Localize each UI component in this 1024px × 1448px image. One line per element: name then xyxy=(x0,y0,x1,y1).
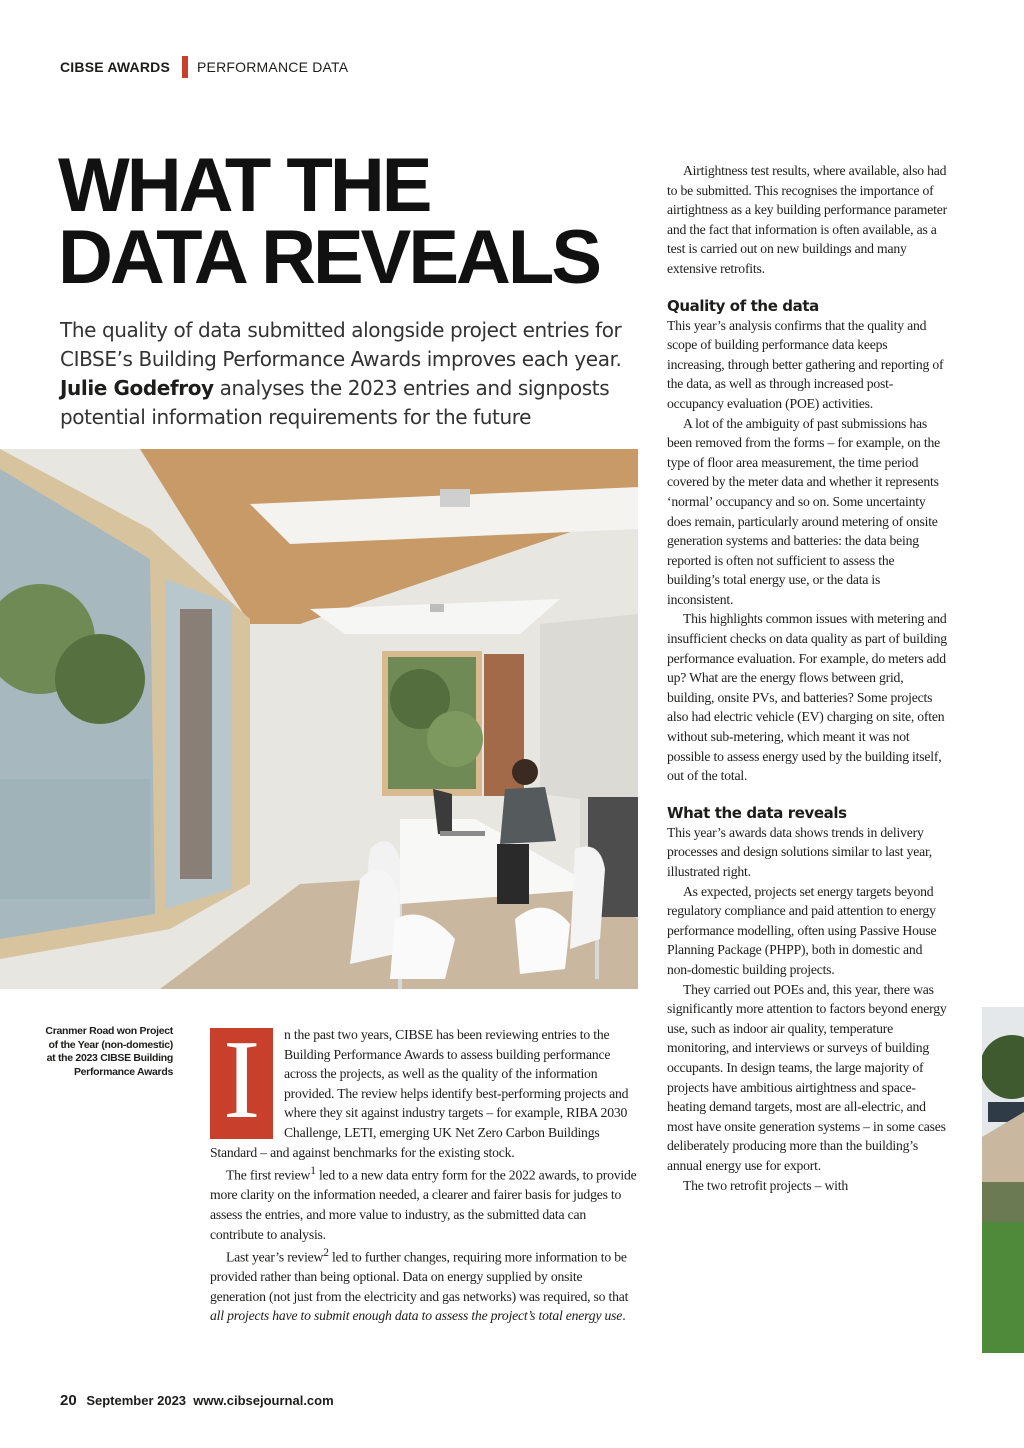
issue-date: September 2023 xyxy=(86,1393,187,1408)
emphasis-text: all projects have to submit enough data to assess the project’s total energy use xyxy=(210,1308,623,1324)
subheading-data-reveals: What the data reveals xyxy=(667,803,847,822)
photo-caption: Cranmer Road won Project of the Year (non-domestic) at the 2023 CIBSE Building Performance Awards xyxy=(45,1025,173,1078)
drop-cap: I xyxy=(210,1028,273,1139)
body-paragraph: This highlights common issues with metering and insufficient checks on data quality as part of building performance evaluation. For example, do meters add up? What are the energy flows between grid, building, onsite PVs, and batteries? Some projects also had electric vehicle (EV) charging on site, often without sub-metering, which meant it was not possible to assess energy used by the building itself, out of the total. xyxy=(667,611,947,784)
author-name: Julie Godefroy xyxy=(60,376,214,400)
header-divider xyxy=(182,56,188,78)
section-label: CIBSE AWARDS xyxy=(60,59,171,75)
interior-illustration xyxy=(0,449,638,989)
body-paragraph: A lot of the ambiguity of past submissions has been removed from the forms – for example, on the type of floor area measurement, the time period covered by the meter data and whether it represents ‘normal’ occupancy and so on. Some uncertainty does remain, particularly around metering of onsite generation systems and batteries: the data being reported is often not sufficient to assess the building’s total energy use, or the data is inconsistent. xyxy=(667,415,940,607)
subheading-quality: Quality of the data xyxy=(667,296,819,315)
body-paragraph: The first review$^1$ led to a new data entry form for the 2022 awards, to provide more clarity on the information needed, a clearer and fairer basis for judges to assess the entries, and more value to industry, as the submitted data can contribute to analysis. xyxy=(210,1165,637,1242)
standfirst-text-2: analyses the 2023 entries and signposts potential information requirements for the future xyxy=(60,376,610,429)
body-paragraph: This year’s awards data shows trends in delivery processes and design solutions similar to last year, illustrated right. xyxy=(667,824,933,879)
headline-line-1: WHAT THE xyxy=(58,143,430,228)
headline xyxy=(58,143,600,300)
body-paragraph: Airtightness test results, where available, also had to be submitted. This recognises the importance of airtightness as a key building performance parameter and the fact that information is often available, as a test is carried out on new buildings and many extensive retrofits. xyxy=(667,163,947,276)
footnote-ref: 1 xyxy=(310,1165,316,1178)
standfirst-text-1: The quality of data submitted alongside project entries for CIBSE’s Building Performance Awards improves each year. xyxy=(60,318,622,371)
body-paragraph: As expected, projects set energy targets beyond regulatory compliance and paid attention to energy performance modelling, often using Passive House Planning Package (PHPP), both in domestic and non-domestic building projects. xyxy=(667,883,937,977)
body-paragraph: Last year’s review$^2$ led to further changes, requiring more information to be provided rather than being optional. Data on energy supplied by onsite generation (not just from the electricity and gas networks) was required, so that all projects have to submit enough data to assess the project’s total energy use. xyxy=(210,1247,629,1324)
adjacent-page-photo-strip xyxy=(982,1007,1024,1353)
subsection-label: PERFORMANCE DATA xyxy=(197,59,349,75)
page-footer xyxy=(60,1392,334,1409)
page-number: 20 xyxy=(60,1392,77,1409)
body-paragraph: They carried out POEs and, this year, there was significantly more attention to factors beyond energy use, such as indoor air quality, temperature monitoring, and interviews or surveys of building occupants. In design teams, the large majority of projects have ambitious airtightness and space-heating demand targets, most are all-electric, and most have onsite generation systems – in some cases deliberately producing more than the building’s annual energy use for export. xyxy=(667,981,947,1173)
feature-photo xyxy=(0,449,638,989)
running-header xyxy=(60,56,348,78)
body-column-middle xyxy=(210,1018,640,1326)
body-column-right xyxy=(667,161,947,1195)
body-paragraph: This year’s analysis confirms that the quality and scope of building performance data keeps increasing, through better gathering and reporting of the data, as well as through increased post-occupancy evaluation (POE) activities. xyxy=(667,317,944,411)
standfirst xyxy=(60,316,640,432)
body-paragraph: The two retrofit projects – with xyxy=(683,1177,849,1193)
body-paragraph: n the past two years, CIBSE has been reviewing entries to the Building Performance Awards to assess building performance across the projects, as well as the quality of the information provided. The review helps identify best-performing projects and where they sit against industry targets – for example, RIBA 2030 Challenge, LETI, emerging UK Net Zero Carbon Buildings Standard – and against benchmarks for the existing stock. xyxy=(210,1027,629,1160)
website-url: www.cibsejournal.com xyxy=(193,1393,334,1408)
headline-line-2: DATA REVEALS xyxy=(58,215,600,300)
footnote-ref: 2 xyxy=(323,1247,329,1260)
